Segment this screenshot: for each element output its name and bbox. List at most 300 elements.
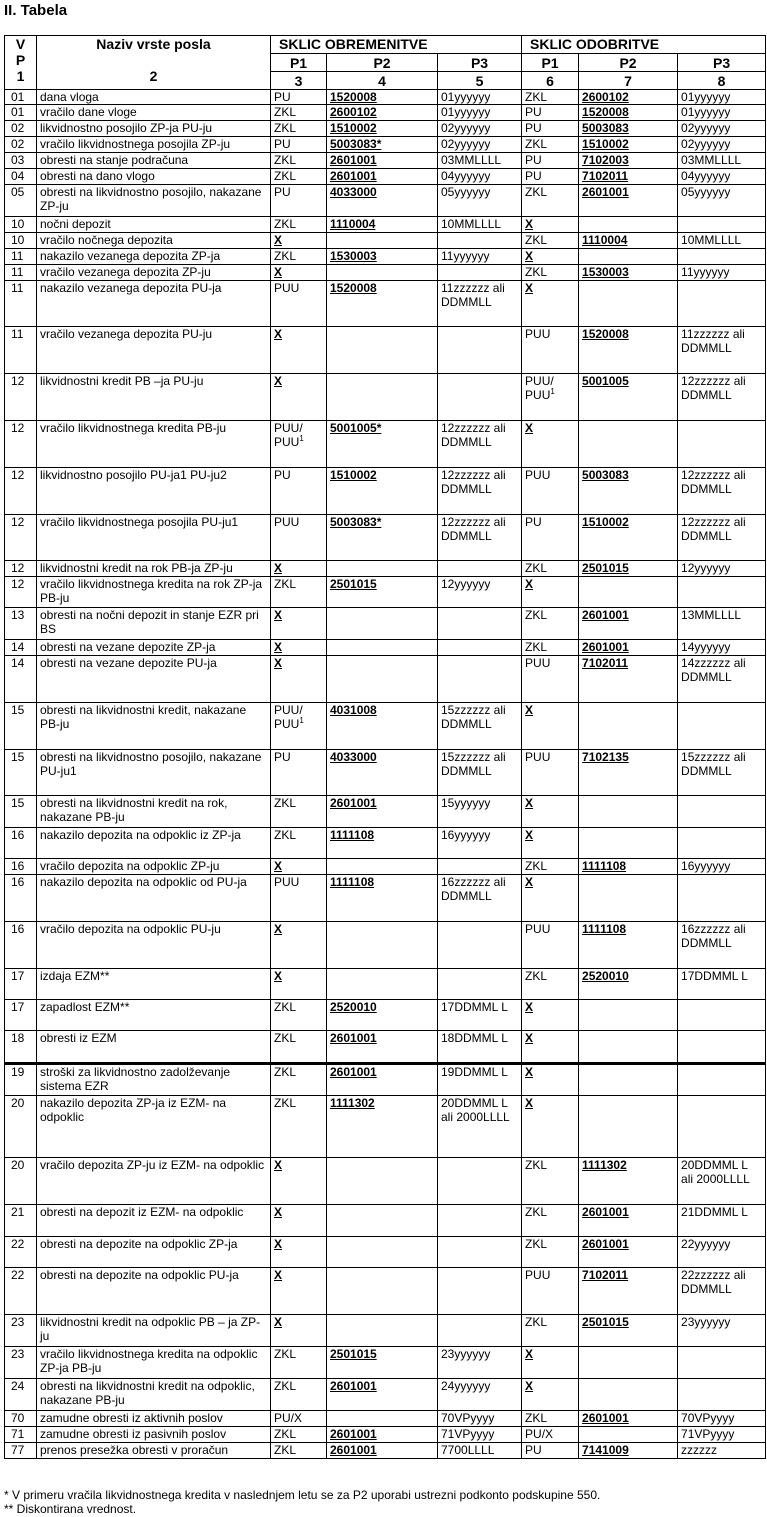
cell-naziv (37, 1315, 271, 1347)
cell-p3-obremenitve (438, 1379, 522, 1411)
cell-p1-obremenitve (271, 217, 327, 233)
cell-p3-obremenitve (438, 137, 522, 153)
cell-vp-text: 19 (11, 1065, 25, 1079)
cell-p2-odobritve (579, 969, 678, 1000)
table-row (5, 875, 766, 922)
cell-naziv-text: zamudne obresti iz aktivnih poslov (40, 1411, 223, 1425)
cell-p1-odobritve-text: ZKL (525, 969, 548, 983)
cell-naziv-text: vračilo depozita ZP-ju iz EZM- na odpoklic (40, 1158, 265, 1172)
cell-naziv-text: zamudne obresti iz pasivnih poslov (40, 1427, 227, 1441)
cell-p3-obremenitve-text: 16zzzzzz ali DDMMLL (441, 875, 506, 903)
cell-p3-obremenitve (438, 1158, 522, 1205)
cell-naziv (37, 468, 271, 515)
cell-p2-odobritve-text: 1111108 (582, 859, 627, 873)
cell-naziv-text: stroški za likvidnostno zadolževanje sistema EZR (40, 1065, 231, 1093)
cell-p3-obremenitve (438, 1205, 522, 1237)
header-col-label: P3 (678, 54, 766, 72)
cell-p3-obremenitve-text: 70VPyyyy (441, 1411, 495, 1425)
cell-vp (5, 577, 37, 608)
cell-p3-obremenitve-text: 12zzzzzz ali DDMMLL (441, 421, 506, 449)
cell-p1-obremenitve-text: X (274, 1237, 283, 1251)
cell-naziv-text: obresti na likvidnostno posojilo, nakazane ZP-ju (40, 185, 262, 213)
cell-p2-odobritve (579, 1158, 678, 1205)
table-row (5, 1158, 766, 1205)
cell-naziv (37, 703, 271, 750)
cell-p1-odobritve (522, 153, 579, 169)
cell-p1-obremenitve-text: X (274, 859, 283, 873)
cell-p1-odobritve (522, 608, 579, 640)
cell-p3-obremenitve (438, 185, 522, 217)
cell-p1-obremenitve-text: X (274, 656, 283, 670)
cell-p1-odobritve-text: ZKL (525, 561, 548, 575)
cell-p3-obremenitve (438, 169, 522, 185)
cell-p2-obremenitve-text: 2601001 (330, 1379, 377, 1393)
cell-naziv (37, 265, 271, 281)
cell-vp (5, 859, 37, 875)
cell-p2-obremenitve (327, 1347, 438, 1379)
cell-p2-odobritve (579, 1427, 678, 1443)
cell-p2-obremenitve (327, 1205, 438, 1237)
table-row (5, 233, 766, 249)
cell-p2-obremenitve (327, 90, 438, 105)
cell-p3-obremenitve (438, 859, 522, 875)
cell-p3-odobritve (678, 1237, 766, 1268)
cell-p3-odobritve (678, 327, 766, 374)
cell-p3-obremenitve (438, 1000, 522, 1031)
cell-vp-text: 01 (11, 105, 25, 119)
cell-vp-text: 12 (11, 577, 25, 591)
cell-p2-obremenitve (327, 185, 438, 217)
cell-vp-text: 23 (11, 1315, 25, 1329)
table-row (5, 1064, 766, 1096)
cell-vp-text: 11 (11, 249, 24, 263)
cell-vp (5, 796, 37, 828)
cell-naziv (37, 515, 271, 561)
cell-p2-odobritve (579, 217, 678, 233)
cell-p1-obremenitve (271, 1158, 327, 1205)
cell-p1-obremenitve-text: X (274, 1315, 283, 1329)
cell-p1-obremenitve (271, 656, 327, 703)
cell-p2-obremenitve (327, 374, 438, 421)
cell-p1-obremenitve-text: X (274, 640, 283, 654)
cell-p2-obremenitve-text: 2601001 (330, 1443, 377, 1457)
cell-p2-odobritve-text: 1510002 (582, 515, 629, 529)
cell-p3-odobritve (678, 969, 766, 1000)
cell-p1-obremenitve (271, 1031, 327, 1064)
cell-vp (5, 969, 37, 1000)
cell-p1-obremenitve (271, 1096, 327, 1158)
cell-vp (5, 90, 37, 105)
cell-p3-odobritve-text: 21DDMML L (681, 1205, 748, 1219)
cell-p1-obremenitve (271, 796, 327, 828)
cell-p2-odobritve (579, 922, 678, 969)
cell-p1-odobritve (522, 281, 579, 327)
cell-p1-obremenitve-text: ZKL (274, 1347, 297, 1361)
table-row (5, 374, 766, 421)
cell-p1-obremenitve-text: X (274, 233, 283, 247)
cell-p3-odobritve (678, 137, 766, 153)
cell-p3-odobritve-text: 04yyyyyy (681, 169, 731, 183)
cell-naziv (37, 421, 271, 468)
cell-vp-text: 12 (11, 515, 25, 529)
header-col-label: P1 (271, 54, 327, 72)
cell-vp (5, 169, 37, 185)
footnote: * V primeru vračila likvidnostnega kredita v naslednjem letu se za P2 uporabi ustrezni podkonto podskupine 550. (4, 1488, 601, 1502)
cell-p1-obremenitve-text: ZKL (274, 1379, 297, 1393)
cell-p3-obremenitve (438, 265, 522, 281)
cell-p3-odobritve (678, 922, 766, 969)
footnote-marker: 1 (299, 716, 304, 725)
cell-naziv (37, 608, 271, 640)
cell-p3-obremenitve (438, 1315, 522, 1347)
cell-p3-obremenitve-text: 02yyyyyy (441, 137, 491, 151)
cell-vp-text: 15 (11, 703, 25, 717)
cell-p1-odobritve (522, 640, 579, 656)
cell-p1-odobritve (522, 750, 579, 796)
cell-p3-obremenitve-text: 23yyyyyy (441, 1347, 491, 1361)
cell-p2-odobritve-text: 1111108 (582, 922, 627, 936)
cell-p1-odobritve-text: PUU (525, 327, 551, 341)
cell-p2-odobritve (579, 703, 678, 750)
cell-p3-obremenitve (438, 750, 522, 796)
cell-naziv (37, 577, 271, 608)
cell-p3-odobritve-text: 10MMLLLL (681, 233, 742, 247)
cell-vp (5, 105, 37, 121)
cell-p3-obremenitve-text: 15zzzzzz ali DDMMLL (441, 750, 506, 778)
cell-p3-obremenitve (438, 640, 522, 656)
cell-p2-odobritve (579, 169, 678, 185)
cell-naziv-text: obresti na depozite na odpoklic PU-ja (40, 1268, 239, 1282)
cell-p1-obremenitve (271, 233, 327, 249)
cell-vp (5, 421, 37, 468)
cell-p3-odobritve (678, 875, 766, 922)
cell-p3-obremenitve-text: 10MMLLLL (441, 217, 502, 231)
cell-p2-odobritve-text: 2501015 (582, 1315, 629, 1329)
cell-naziv (37, 153, 271, 169)
cell-p3-obremenitve (438, 656, 522, 703)
cell-vp-text: 16 (11, 859, 25, 873)
cell-p2-obremenitve (327, 1000, 438, 1031)
cell-p1-odobritve-text: ZKL (525, 608, 548, 622)
cell-naziv (37, 969, 271, 1000)
cell-p3-obremenitve (438, 561, 522, 577)
cell-p2-odobritve (579, 265, 678, 281)
cell-p1-obremenitve-text: ZKL (274, 1000, 297, 1014)
cell-p3-obremenitve (438, 327, 522, 374)
cell-p2-obremenitve-text: 2601001 (330, 1427, 377, 1441)
cell-vp-text: 02 (11, 137, 25, 151)
cell-p1-odobritve-text: PUU/ PUU (525, 374, 554, 402)
cell-p1-odobritve-text: X (525, 875, 534, 889)
cell-p2-odobritve (579, 1347, 678, 1379)
cell-naziv-text: obresti na likvidnostni kredit na rok, nakazane PB-ju (40, 796, 228, 824)
cell-p3-obremenitve-text: 11zzzzzz ali DDMMLL (441, 281, 505, 309)
table-row (5, 265, 766, 281)
header-col-num: 8 (678, 72, 766, 90)
cell-p2-odobritve (579, 608, 678, 640)
cell-p2-obremenitve (327, 703, 438, 750)
table-row (5, 1205, 766, 1237)
cell-naziv-text: likvidnostni kredit PB –ja PU-ju (40, 374, 204, 388)
cell-p3-obremenitve (438, 374, 522, 421)
cell-p2-obremenitve-text: 5003083* (330, 137, 382, 151)
cell-p2-odobritve (579, 185, 678, 217)
cell-p3-obremenitve (438, 1096, 522, 1158)
cell-p1-odobritve (522, 137, 579, 153)
cell-p3-obremenitve (438, 922, 522, 969)
cell-p3-obremenitve (438, 703, 522, 750)
cell-p1-odobritve (522, 421, 579, 468)
cell-p3-odobritve (678, 105, 766, 121)
cell-p3-odobritve-text: 14yyyyyy (681, 640, 731, 654)
cell-p2-obremenitve (327, 1064, 438, 1096)
cell-p3-obremenitve-text: 20DDMML L ali 2000LLLL (441, 1096, 510, 1124)
table-row (5, 105, 766, 121)
cell-p3-odobritve-text: 13MMLLLL (681, 608, 742, 622)
cell-naziv (37, 1205, 271, 1237)
cell-p2-obremenitve (327, 656, 438, 703)
cell-p2-obremenitve-text: 2601001 (330, 169, 377, 183)
cell-p3-odobritve (678, 1205, 766, 1237)
cell-p2-odobritve (579, 281, 678, 327)
cell-p3-odobritve (678, 90, 766, 105)
cell-naziv (37, 796, 271, 828)
cell-p1-odobritve (522, 1064, 579, 1096)
cell-p3-odobritve-text: 02yyyyyy (681, 121, 731, 135)
cell-naziv (37, 1443, 271, 1459)
cell-naziv (37, 875, 271, 922)
cell-p1-odobritve (522, 249, 579, 265)
cell-p3-odobritve-text: 70VPyyyy (681, 1411, 735, 1425)
cell-p3-odobritve (678, 233, 766, 249)
cell-naziv-text: nakazilo depozita ZP-ja iz EZM- na odpoklic (40, 1096, 227, 1124)
cell-p1-obremenitve (271, 750, 327, 796)
cell-p3-obremenitve (438, 249, 522, 265)
cell-p2-odobritve-text: 7102003 (582, 153, 629, 167)
cell-p3-obremenitve (438, 796, 522, 828)
cell-p2-obremenitve (327, 137, 438, 153)
cell-p2-odobritve (579, 1315, 678, 1347)
cell-vp-text: 11 (11, 265, 24, 279)
cell-p2-obremenitve-text: 5003083* (330, 515, 382, 529)
cell-p3-obremenitve (438, 1411, 522, 1427)
header-col-num: 3 (271, 72, 327, 90)
cell-naziv-text: obresti na stanje podračuna (40, 153, 189, 167)
cell-vp (5, 1237, 37, 1268)
cell-p3-obremenitve (438, 281, 522, 327)
cell-p2-obremenitve (327, 105, 438, 121)
cell-p2-odobritve-text: 1510002 (582, 137, 629, 151)
cell-p1-obremenitve (271, 608, 327, 640)
cell-p3-odobritve-text: zzzzzz (681, 1443, 718, 1457)
cell-vp-text: 04 (11, 169, 25, 183)
cell-p1-obremenitve-text: ZKL (274, 577, 297, 591)
cell-p3-odobritve (678, 1443, 766, 1459)
cell-p3-odobritve-text: 12yyyyyy (681, 561, 731, 575)
cell-p3-odobritve-text: 11zzzzzz ali DDMMLL (681, 327, 745, 355)
cell-p3-odobritve-text: 20DDMML L ali 2000LLLL (681, 1158, 750, 1186)
cell-p1-obremenitve (271, 374, 327, 421)
cell-p3-odobritve (678, 656, 766, 703)
cell-p1-obremenitve-text: ZKL (274, 1443, 297, 1457)
cell-p1-obremenitve (271, 137, 327, 153)
cell-p1-odobritve-text: PU (525, 121, 542, 135)
cell-p2-obremenitve-text: 1520008 (330, 90, 377, 104)
cell-p3-obremenitve-text: 7700LLLL (441, 1443, 495, 1457)
cell-p3-obremenitve (438, 1427, 522, 1443)
cell-p1-obremenitve (271, 1205, 327, 1237)
cell-naziv-text: likvidnostni kredit na odpoklic PB – ja ZP-ju (40, 1315, 261, 1343)
cell-p1-odobritve-text: PU (525, 153, 542, 167)
cell-p2-odobritve (579, 1237, 678, 1268)
cell-vp (5, 185, 37, 217)
cell-p3-obremenitve-text: 02yyyyyy (441, 121, 491, 135)
cell-p3-obremenitve (438, 1347, 522, 1379)
cell-p3-odobritve-text: 22yyyyyy (681, 1237, 731, 1251)
cell-p1-odobritve (522, 561, 579, 577)
cell-p3-obremenitve (438, 969, 522, 1000)
cell-p3-odobritve (678, 185, 766, 217)
cell-p1-obremenitve (271, 153, 327, 169)
cell-p1-obremenitve-text: PUU (274, 281, 300, 295)
cell-vp-text: 13 (11, 608, 25, 622)
cell-p2-odobritve (579, 105, 678, 121)
cell-p1-obremenitve-text: PU (274, 185, 291, 199)
cell-p1-odobritve-text: X (525, 217, 534, 231)
cell-p1-odobritve-text: PU (525, 169, 542, 183)
cell-p3-obremenitve (438, 577, 522, 608)
cell-p1-obremenitve (271, 169, 327, 185)
cell-p1-odobritve-text: ZKL (525, 640, 548, 654)
table-row (5, 1268, 766, 1315)
cell-p3-odobritve (678, 421, 766, 468)
cell-p1-obremenitve (271, 121, 327, 137)
cell-vp-text: 01 (11, 90, 25, 104)
cell-p1-obremenitve-text: ZKL (274, 1427, 297, 1441)
cell-vp (5, 608, 37, 640)
cell-naziv (37, 1000, 271, 1031)
cell-p2-odobritve (579, 137, 678, 153)
cell-naziv (37, 1411, 271, 1427)
cell-vp (5, 468, 37, 515)
cell-p1-obremenitve (271, 640, 327, 656)
cell-p3-odobritve-text: 15zzzzzz ali DDMMLL (681, 750, 746, 778)
cell-naziv-text: vračilo likvidnostnega posojila PU-ju1 (40, 515, 239, 529)
cell-vp-text: 22 (11, 1268, 25, 1282)
cell-naziv (37, 249, 271, 265)
cell-p2-obremenitve-text: 4033000 (330, 185, 377, 199)
reference-table (4, 35, 766, 1459)
cell-p3-obremenitve (438, 421, 522, 468)
cell-vp-text: 12 (11, 374, 25, 388)
cell-vp (5, 875, 37, 922)
cell-p2-odobritve-text: 2601001 (582, 1237, 629, 1251)
cell-p2-obremenitve (327, 640, 438, 656)
cell-p1-obremenitve-text: ZKL (274, 105, 297, 119)
cell-naziv (37, 105, 271, 121)
cell-p1-odobritve (522, 90, 579, 105)
cell-p2-odobritve-text: 1520008 (582, 105, 629, 119)
cell-p1-obremenitve-text: X (274, 327, 283, 341)
cell-p2-odobritve (579, 577, 678, 608)
cell-p1-odobritve (522, 656, 579, 703)
cell-p1-obremenitve (271, 1315, 327, 1347)
table-row (5, 1347, 766, 1379)
cell-vp (5, 750, 37, 796)
cell-p3-odobritve (678, 577, 766, 608)
cell-p1-obremenitve-text: PU (274, 468, 291, 482)
cell-p2-odobritve (579, 121, 678, 137)
cell-p1-obremenitve (271, 185, 327, 217)
cell-p1-odobritve-text: PUU (525, 1268, 551, 1282)
cell-p3-obremenitve (438, 468, 522, 515)
cell-p2-odobritve-text: 7102011 (582, 656, 629, 670)
cell-p1-odobritve-text: ZKL (525, 1205, 548, 1219)
cell-naziv (37, 1379, 271, 1411)
cell-p3-odobritve (678, 374, 766, 421)
cell-naziv (37, 217, 271, 233)
cell-p3-odobritve (678, 561, 766, 577)
cell-p2-odobritve-text: 2600102 (582, 90, 629, 104)
cell-p3-odobritve (678, 608, 766, 640)
cell-p1-obremenitve-text: PU (274, 137, 291, 151)
cell-p1-odobritve-text: ZKL (525, 859, 548, 873)
table-row (5, 468, 766, 515)
cell-naziv (37, 922, 271, 969)
cell-p1-odobritve (522, 233, 579, 249)
table-row (5, 1379, 766, 1411)
header-col-num: 4 (327, 72, 438, 90)
cell-p3-obremenitve (438, 121, 522, 137)
cell-naziv (37, 859, 271, 875)
cell-p2-obremenitve (327, 217, 438, 233)
cell-p1-obremenitve (271, 859, 327, 875)
cell-naziv-text: nakazilo vezanega depozita ZP-ja (40, 249, 221, 263)
cell-p3-odobritve-text: 16zzzzzz ali DDMMLL (681, 922, 746, 950)
cell-p2-obremenitve-text: 4031008 (330, 703, 377, 717)
table-row (5, 153, 766, 169)
cell-p3-obremenitve (438, 515, 522, 561)
cell-p2-odobritve (579, 1031, 678, 1064)
cell-p3-odobritve (678, 750, 766, 796)
cell-naziv-text: obresti na dano vlogo (40, 169, 155, 183)
cell-p2-odobritve-text: 5001005 (582, 374, 629, 388)
cell-p2-obremenitve-text: 2601001 (330, 153, 377, 167)
cell-p1-odobritve-text: PU (525, 1443, 542, 1457)
cell-vp (5, 153, 37, 169)
cell-p1-odobritve-text: X (525, 421, 534, 435)
cell-p3-odobritve (678, 468, 766, 515)
cell-p3-obremenitve-text: 01yyyyyy (441, 105, 491, 119)
cell-p3-odobritve (678, 281, 766, 327)
cell-p1-obremenitve (271, 265, 327, 281)
cell-naziv-text: nakazilo vezanega depozita PU-ja (40, 281, 222, 295)
cell-p1-odobritve (522, 1427, 579, 1443)
cell-p1-odobritve-text: ZKL (525, 90, 548, 104)
table-row (5, 327, 766, 374)
cell-p2-obremenitve-text: 1510002 (330, 121, 377, 135)
cell-p2-obremenitve (327, 281, 438, 327)
table-row (5, 796, 766, 828)
cell-vp-text: 16 (11, 828, 25, 842)
cell-p1-odobritve (522, 1315, 579, 1347)
cell-p2-obremenitve (327, 875, 438, 922)
table-row (5, 608, 766, 640)
cell-naziv-text: vračilo depozita na odpoklic ZP-ju (40, 859, 220, 873)
cell-p1-obremenitve (271, 1411, 327, 1427)
cell-p3-obremenitve (438, 105, 522, 121)
cell-vp (5, 249, 37, 265)
